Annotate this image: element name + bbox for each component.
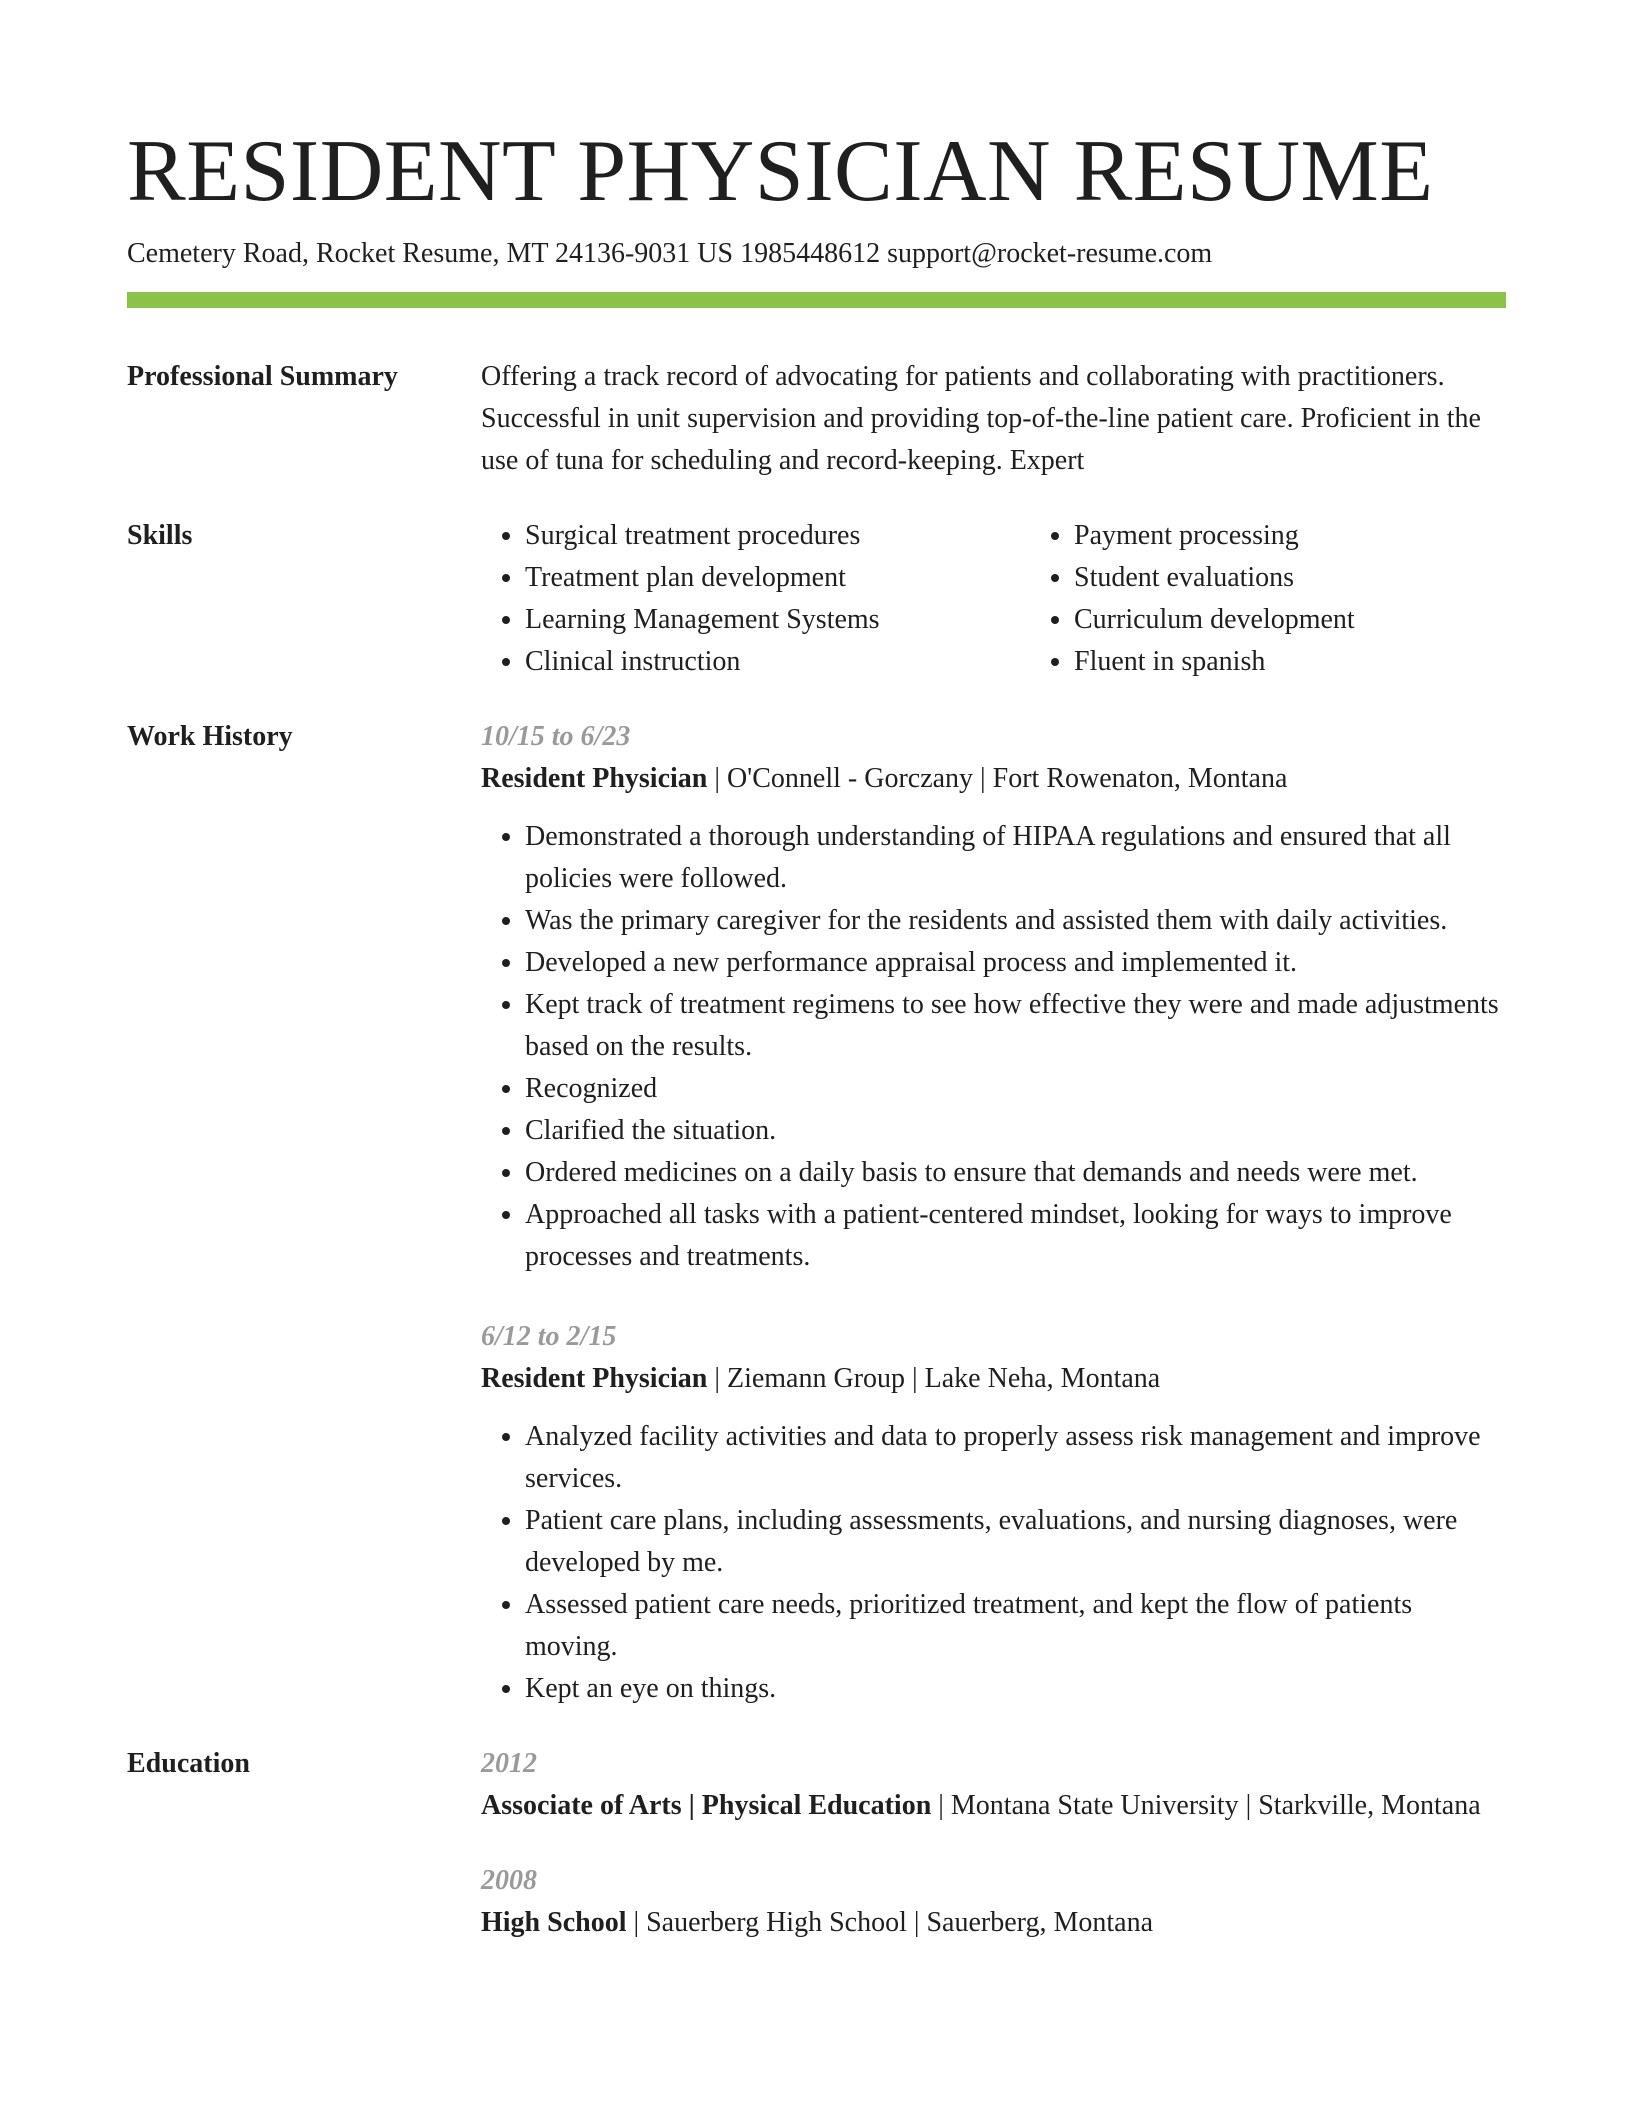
skill-item: • Clinical instruction (525, 641, 1030, 683)
job-heading (481, 1358, 1506, 1400)
education-degree: Associate of Arts | Physical Education (481, 1790, 932, 1821)
phone: 1985448612 (740, 238, 881, 269)
email: support@rocket-resume.com (887, 238, 1213, 269)
education-details: | Sauerberg High School | Sauerberg, Montana (626, 1907, 1154, 1938)
job-bullet: • Approached all tasks with a patient-centered mindset, looking for ways to improve processes and treatments. (525, 1194, 1506, 1278)
skills-list-left (481, 515, 1030, 683)
job-bullet: • Developed a new performance appraisal process and implemented it. (525, 942, 1506, 984)
job-entry (481, 716, 1506, 1278)
skill-item: • Learning Management Systems (525, 599, 1030, 641)
skills-grid (481, 515, 1579, 683)
education-entry (481, 1860, 1506, 1944)
job-bullet: • Clarified the situation. (525, 1110, 1506, 1152)
job-bullet: • Assessed patient care needs, prioritized treatment, and kept the flow of patients moving. (525, 1584, 1506, 1668)
job-dates: 10/15 to 6/23 (481, 721, 631, 752)
skill-item: • Student evaluations (1074, 557, 1579, 599)
job-heading (481, 758, 1506, 800)
job-bullet: • Kept track of treatment regimens to see how effective they were and made adjustments based on the results. (525, 984, 1506, 1068)
job-bullet: • Was the primary caregiver for the residents and assisted them with daily activities. (525, 900, 1506, 942)
job-bullets (481, 816, 1506, 1278)
skill-item: • Surgical treatment procedures (525, 515, 1030, 557)
education-year: 2008 (481, 1865, 537, 1896)
header-divider (127, 292, 1506, 308)
skill-item: • Payment processing (1074, 515, 1579, 557)
skill-item: • Treatment plan development (525, 557, 1030, 599)
job-bullet: • Recognized (525, 1068, 1506, 1110)
education-entry (481, 1743, 1506, 1827)
education-body (481, 1743, 1506, 1944)
skill-item: • Curriculum development (1074, 599, 1579, 641)
resume-title: RESIDENT PHYSICIAN RESUME (127, 123, 1434, 220)
job-details: | O'Connell - Gorczany | Fort Rowenaton, Montana (707, 763, 1288, 794)
job-details: | Ziemann Group | Lake Neha, Montana (707, 1363, 1161, 1394)
job-title: Resident Physician (481, 1363, 708, 1394)
summary-text: Offering a track record of advocating for patients and collaborating with practitioners. Successful in unit supervision and providing top-of-the-line patient care. Proficient in the use of tuna for scheduling and record-keeping. Expert (481, 361, 1481, 476)
job-bullet: • Kept an eye on things. (525, 1668, 1506, 1710)
resume-page (127, 118, 1506, 1944)
job-title: Resident Physician (481, 763, 708, 794)
job-entry (481, 1316, 1506, 1710)
work-history-body (481, 716, 1506, 1710)
section-label-education: Education (127, 1748, 250, 1779)
work-history-section (127, 716, 1506, 1710)
skill-item: • Fluent in spanish (1074, 641, 1579, 683)
summary-section (127, 356, 1506, 482)
education-degree: High School (481, 1907, 627, 1938)
section-label-work: Work History (127, 721, 293, 752)
contact-line (127, 234, 1506, 274)
skills-section (127, 515, 1506, 683)
section-label-skills: Skills (127, 520, 193, 551)
job-dates: 6/12 to 2/15 (481, 1321, 617, 1352)
job-bullet: • Patient care plans, including assessments, evaluations, and nursing diagnoses, were developed by me. (525, 1500, 1506, 1584)
skills-list-right (1030, 515, 1579, 683)
section-label-summary: Professional Summary (127, 361, 398, 392)
education-section (127, 1743, 1506, 1944)
job-bullet: • Demonstrated a thorough understanding of HIPAA regulations and ensured that all policies were followed. (525, 816, 1506, 900)
education-details: | Montana State University | Starkville, Montana (931, 1790, 1481, 1821)
education-year: 2012 (481, 1748, 537, 1779)
address: Cemetery Road, Rocket Resume, MT 24136-9031 US (127, 238, 734, 269)
job-bullet: • Ordered medicines on a daily basis to ensure that demands and needs were met. (525, 1152, 1506, 1194)
job-bullet: • Analyzed facility activities and data to properly assess risk management and improve services. (525, 1416, 1506, 1500)
education-heading (481, 1785, 1506, 1827)
job-bullets (481, 1416, 1506, 1710)
education-heading (481, 1902, 1506, 1944)
